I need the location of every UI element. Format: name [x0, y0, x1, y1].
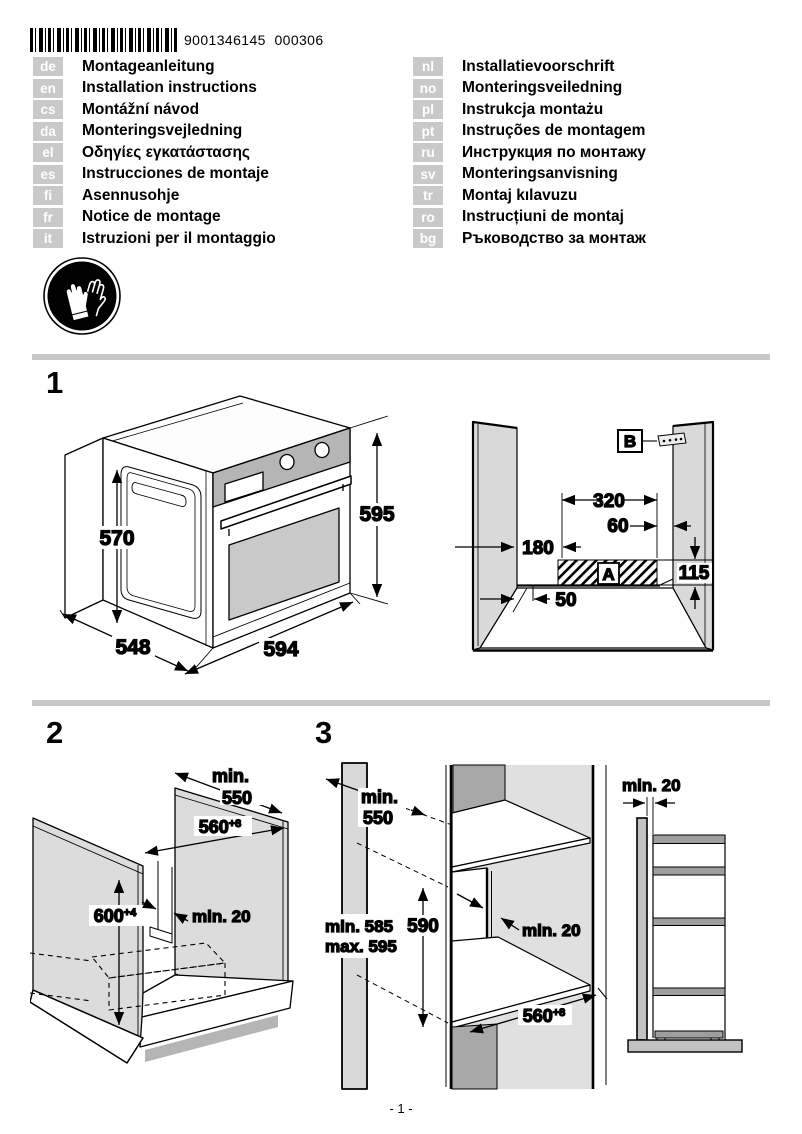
- dim-594-label: 594: [263, 638, 299, 661]
- lang-row-nl: [413, 56, 646, 78]
- dim-180-label: 180: [522, 538, 554, 559]
- lang-code-badge: el: [33, 143, 63, 162]
- shelf-bar: [653, 867, 725, 875]
- dim-595-label: 595: [359, 503, 395, 526]
- oven-knob: [315, 443, 329, 458]
- dim-570-label: 570: [99, 527, 135, 550]
- lang-code-badge: pl: [413, 100, 443, 119]
- lang-title: Asennusohje: [82, 186, 180, 204]
- niche-structure: [473, 422, 713, 651]
- shelf-bar: [653, 988, 725, 996]
- lang-title: Monteringsvejledning: [82, 122, 243, 140]
- figure1-niche-drawing: [450, 398, 785, 668]
- lang-code-badge: it: [33, 229, 63, 248]
- lang-code-badge: ro: [413, 208, 443, 227]
- dim-min-585-label: min. 585: [325, 917, 394, 936]
- lang-title: Οδηγίες εγκατάστασης: [82, 143, 250, 161]
- shelf-bar: [655, 1031, 723, 1038]
- lang-code-badge: tr: [413, 186, 443, 205]
- barcode-icon: [30, 28, 178, 52]
- lang-title: Installation instructions: [82, 79, 257, 97]
- lang-code-badge: nl: [413, 57, 443, 76]
- side-wall: [637, 818, 647, 1040]
- lang-title: Инструкция по монтажу: [462, 143, 646, 161]
- shelf-bar: [653, 918, 725, 926]
- lang-code-badge: da: [33, 122, 63, 141]
- lang-code-badge: no: [413, 79, 443, 98]
- label-b: B: [623, 432, 637, 451]
- floor: [628, 1040, 742, 1052]
- lang-title: Montageanleitung: [82, 57, 215, 75]
- dim-550-value: 550: [222, 788, 253, 808]
- lang-title: Notice de montage: [82, 208, 221, 226]
- dim-min20-side-label: min. 20: [622, 776, 681, 795]
- lang-title: Installatievoorschrift: [462, 57, 615, 75]
- dim-min-550-label: min.: [212, 766, 250, 786]
- niche-back: [452, 868, 487, 942]
- lang-row-el: [33, 142, 276, 164]
- lang-title: Instruções de montagem: [462, 122, 646, 140]
- lang-row-de: [33, 56, 276, 78]
- lang-row-it: [33, 228, 276, 250]
- dim-min-550-label: min.: [361, 787, 399, 807]
- lang-row-fi: [33, 185, 276, 207]
- section-divider: [32, 354, 770, 360]
- figure3-side-view-drawing: [615, 755, 795, 1065]
- page-number: - 1 -: [389, 1101, 413, 1116]
- figure2-number: 2: [46, 715, 64, 750]
- lang-code-badge: es: [33, 165, 63, 184]
- lang-code-badge: en: [33, 79, 63, 98]
- figure1-oven-drawing: [35, 390, 405, 685]
- dim-560-label: $560^{+8}$: [522, 1006, 566, 1026]
- dim-min20-label: min. 20: [522, 921, 581, 940]
- lang-title: Monteringsanvisning: [462, 165, 618, 183]
- lang-title: Monteringsveiledning: [462, 79, 623, 97]
- lower-back-shadow: [452, 1024, 497, 1089]
- lang-row-da: [33, 121, 276, 143]
- niche-floor: [480, 588, 706, 648]
- dim-320-label: 320: [593, 491, 625, 512]
- dim-550-value: 550: [363, 808, 394, 828]
- lang-row-sv: [413, 164, 646, 186]
- lang-title: Montaj kılavuzu: [462, 186, 578, 204]
- barcode-number: 9001346145 000306: [184, 32, 324, 48]
- figure3-number: 3: [315, 715, 333, 750]
- figure2-cabinet-drawing: [30, 755, 320, 1085]
- dim-60-label: 60: [607, 516, 629, 537]
- lang-title: Instrucciones de montaje: [82, 165, 269, 183]
- back-gap-detail: [150, 927, 172, 943]
- lang-code-badge: bg: [413, 229, 443, 248]
- lang-code-badge: fi: [33, 186, 63, 205]
- language-list-left: [33, 56, 276, 250]
- lang-code-badge: sv: [413, 165, 443, 184]
- dim-max-595-label: max. 595: [325, 937, 397, 956]
- lang-title: Instrukcja montażu: [462, 100, 604, 118]
- protective-gloves-icon: [42, 256, 122, 336]
- lang-title: Montážní návod: [82, 100, 200, 118]
- label-a: A: [602, 565, 615, 584]
- lang-title: Istruzioni per il montaggio: [82, 229, 276, 247]
- language-list-right: [413, 56, 646, 250]
- oven-knob: [280, 455, 294, 470]
- dim-115-label: 115: [678, 563, 710, 584]
- lang-code-badge: ru: [413, 143, 443, 162]
- dim-min20-label: min. 20: [192, 907, 251, 926]
- cabinet-structure: [30, 788, 293, 1063]
- dim-590-label: 590: [407, 916, 439, 937]
- lang-row-no: [413, 78, 646, 100]
- lang-code-badge: cs: [33, 100, 63, 119]
- section-divider: [32, 700, 770, 706]
- lang-title: Ръководство за монтаж: [462, 229, 646, 247]
- dim-50-label: 50: [555, 590, 577, 611]
- lang-row-cs: [33, 99, 276, 121]
- lang-code-badge: de: [33, 57, 63, 76]
- lang-row-pt: [413, 121, 646, 143]
- lang-title: Instrucțiuni de montaj: [462, 208, 624, 226]
- dim-600-label: $600^{+4}$: [93, 906, 137, 926]
- shelf-bar: [653, 835, 725, 844]
- lang-row-fr: [33, 207, 276, 229]
- figure3-tall-cabinet-drawing: [315, 755, 615, 1095]
- side-view-structure: [622, 776, 742, 1052]
- lang-row-ru: [413, 142, 646, 164]
- oven-body: [65, 396, 351, 648]
- lang-row-ro: [413, 207, 646, 229]
- dim-560-label: $560^{+8}$: [198, 817, 242, 837]
- lang-row-es: [33, 164, 276, 186]
- lang-row-pl: [413, 99, 646, 121]
- figure1-number: 1: [46, 365, 64, 400]
- lang-code-badge: pt: [413, 122, 443, 141]
- dim-548-label: 548: [115, 636, 151, 659]
- lang-row-bg: [413, 228, 646, 250]
- lang-row-en: [33, 78, 276, 100]
- lang-row-tr: [413, 185, 646, 207]
- lang-code-badge: fr: [33, 208, 63, 227]
